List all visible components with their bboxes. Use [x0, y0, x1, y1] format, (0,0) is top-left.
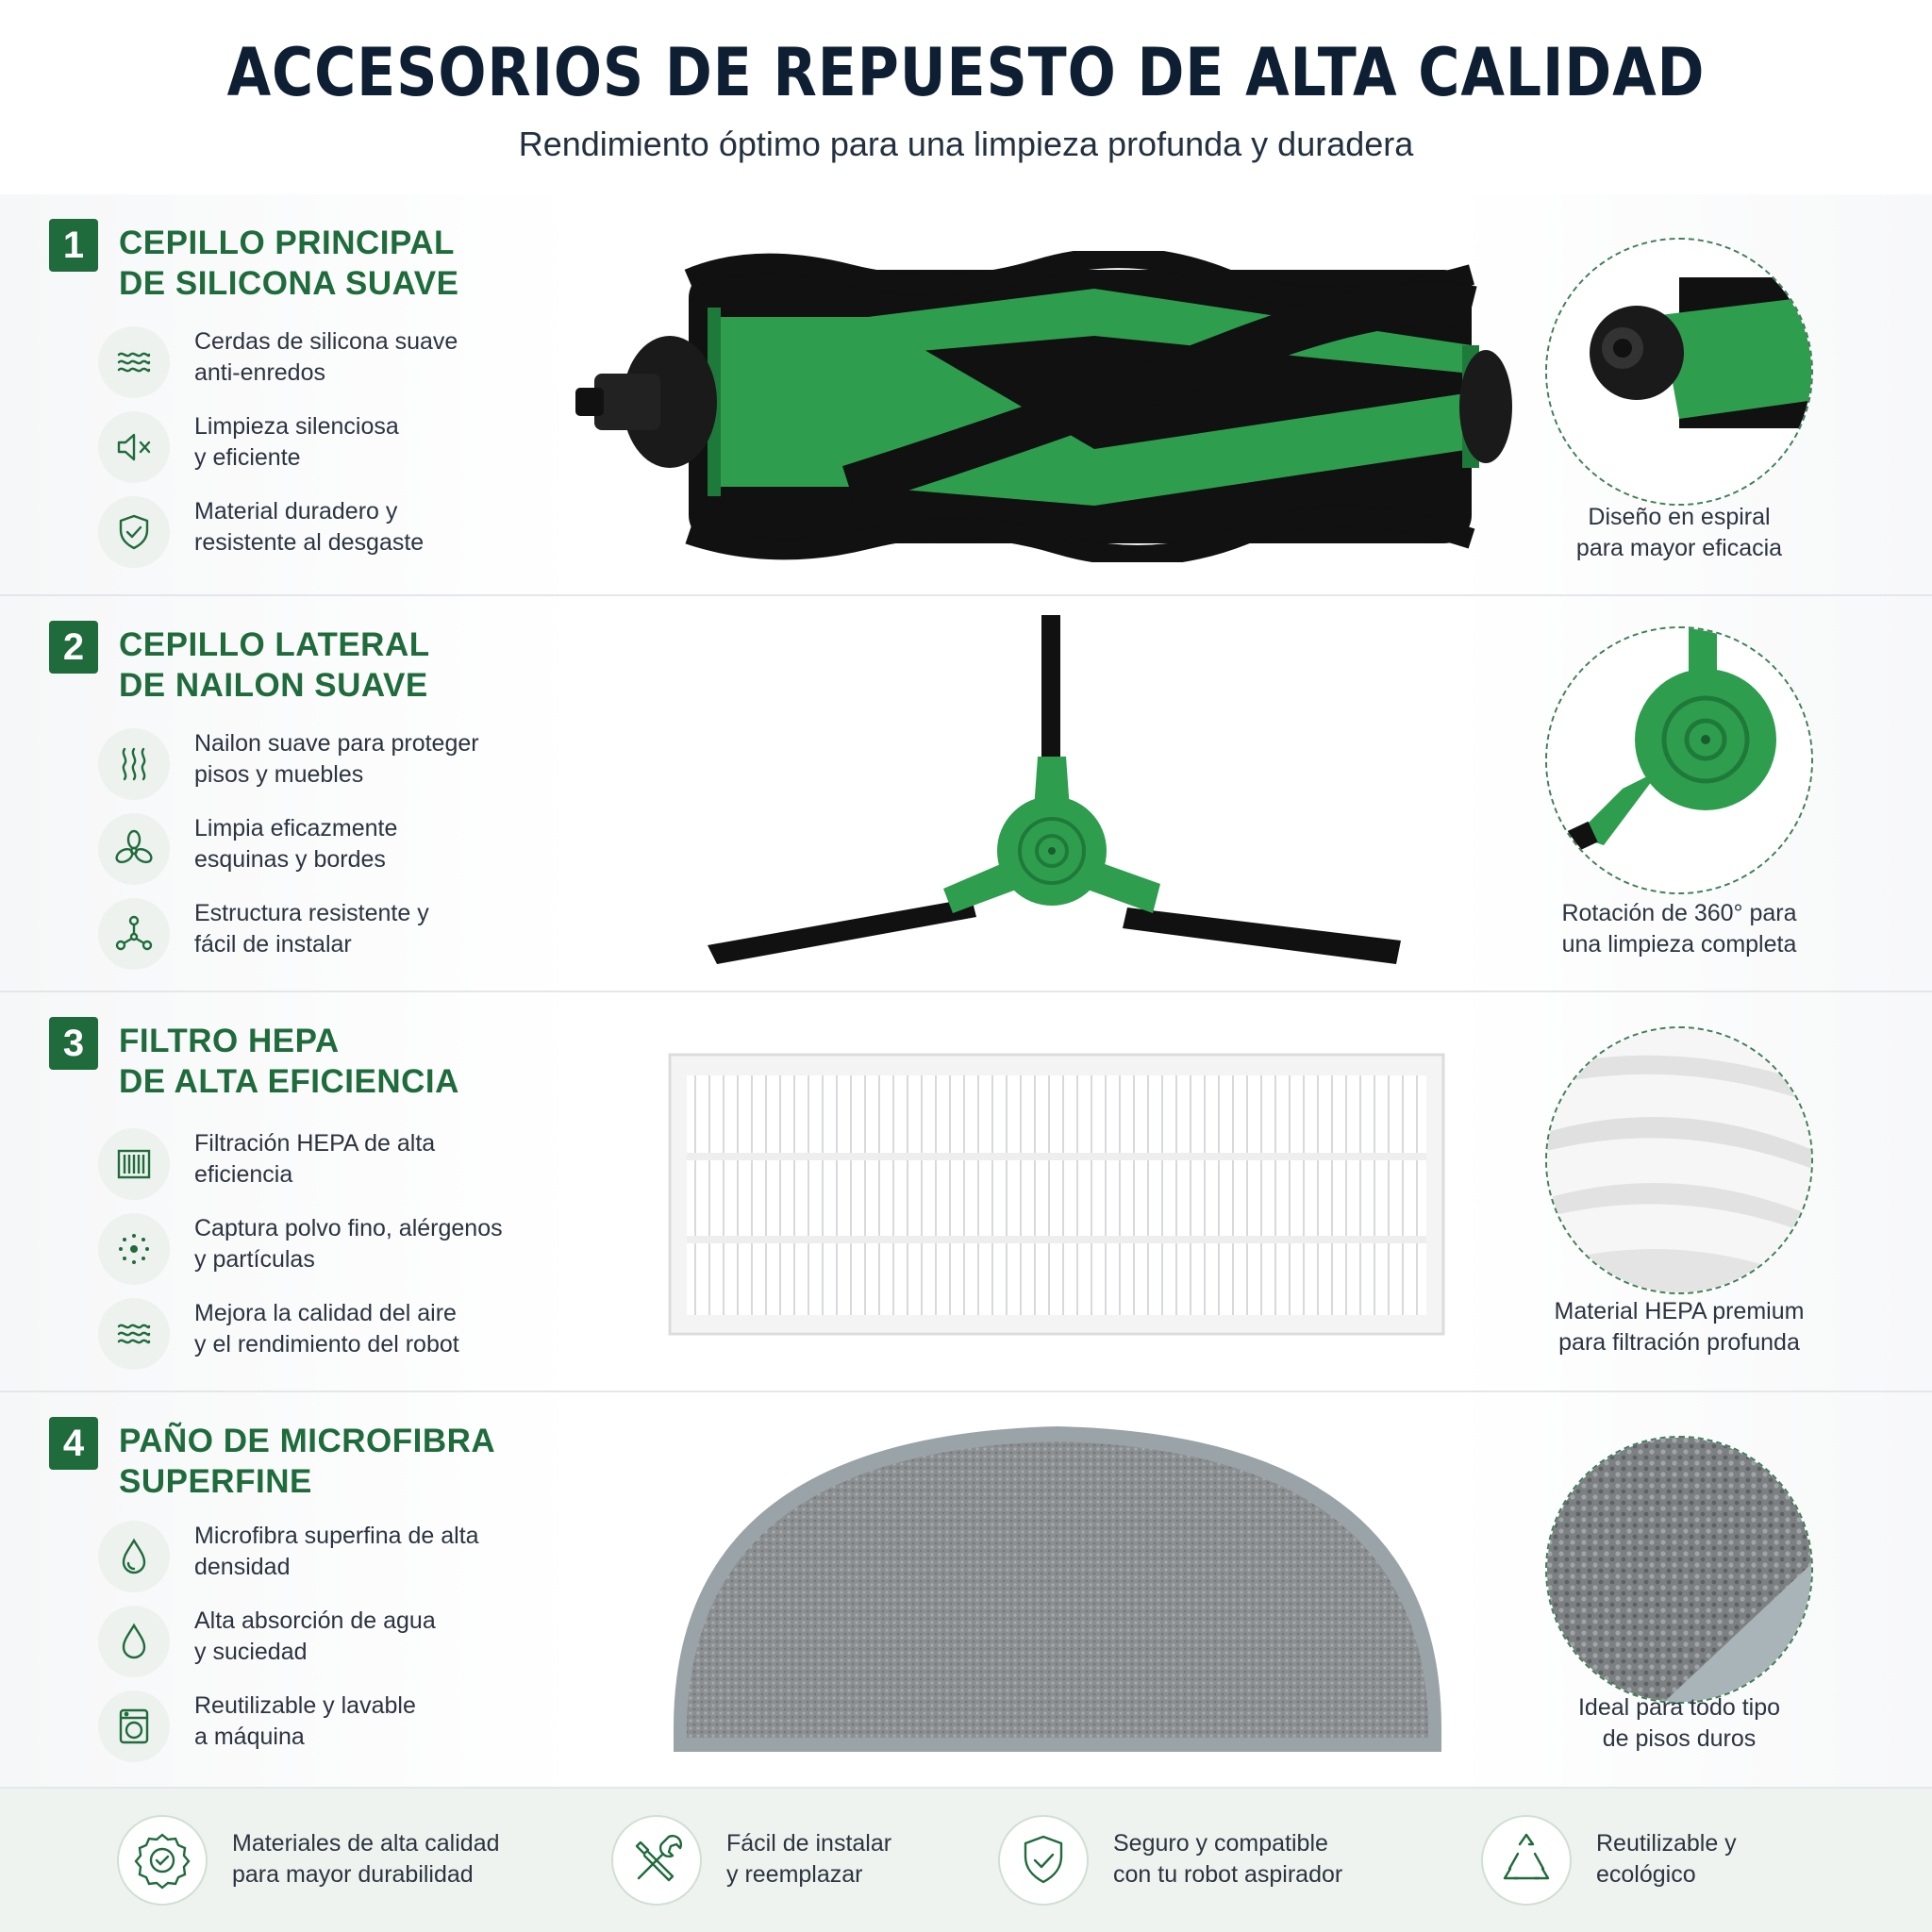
- feature-text: Cerdas de silicona suave anti-enredos: [194, 328, 458, 386]
- section-title: FILTRO HEPA DE ALTA EFICIENCIA: [119, 1023, 459, 1100]
- three-leaf-icon: [98, 813, 170, 885]
- benefit-text: Materiales de alta calidad para mayor durabilidad: [232, 1830, 500, 1888]
- filter-grid-icon: [98, 1128, 170, 1200]
- speaker-mute-icon: [98, 411, 170, 483]
- section-title: PAÑO DE MICROFIBRA SUPERFINE: [119, 1423, 496, 1500]
- microfiber-pad-detail: [1545, 1436, 1813, 1704]
- section-title: CEPILLO PRINCIPAL DE SILICONA SUAVE: [119, 225, 459, 302]
- feature-text: Estructura resistente y fácil de instalar: [194, 900, 429, 958]
- feature-text: Limpieza silenciosa y eficiente: [194, 413, 399, 471]
- section-side-brush: [0, 594, 1932, 991]
- feature-text: Limpia eficazmente esquinas y bordes: [194, 815, 398, 873]
- feature-text: Microfibra superfina de alta densidad: [194, 1523, 479, 1580]
- feature-text: Mejora la calidad del aire y el rendimiento del robot: [194, 1300, 459, 1357]
- shield-check-icon: [998, 1815, 1089, 1906]
- main-brush-detail: [1545, 238, 1813, 506]
- hepa-filter-image: [666, 1049, 1449, 1341]
- bristles-icon: [98, 728, 170, 800]
- page-title: ACCESORIOS DE REPUESTO DE ALTA CALIDAD: [226, 34, 1706, 111]
- feature-text: Material duradero y resistente al desgaste: [194, 498, 425, 556]
- tools-icon: [611, 1815, 702, 1906]
- page-subtitle: Rendimiento óptimo para una limpieza profunda y duradera: [518, 125, 1414, 163]
- waves-icon: [98, 326, 170, 398]
- detail-caption: Rotación de 360° para una limpieza completa: [1561, 900, 1797, 958]
- benefit-text: Fácil de instalar y reemplazar: [726, 1830, 892, 1888]
- detail-caption: Ideal para todo tipo de pisos duros: [1577, 1694, 1781, 1752]
- feature-text: Reutilizable y lavable a máquina: [194, 1692, 416, 1750]
- washing-machine-icon: [98, 1690, 170, 1762]
- microfiber-pad-image: [666, 1417, 1449, 1762]
- shield-check-icon: [98, 496, 170, 568]
- section-microfiber-pad: [0, 1391, 1932, 1787]
- feature-text: Nailon suave para proteger pisos y muebles: [194, 730, 479, 788]
- particles-icon: [98, 1213, 170, 1285]
- feature-text: Filtración HEPA de alta eficiencia: [194, 1130, 436, 1188]
- side-brush-detail: [1545, 626, 1813, 894]
- main-brush-image: [566, 251, 1519, 562]
- section-number: 4: [49, 1417, 98, 1470]
- section-number: 2: [49, 621, 98, 674]
- benefit-text: Seguro y compatible con tu robot aspirador: [1113, 1830, 1343, 1888]
- structure-nodes-icon: [98, 898, 170, 970]
- detail-caption: Diseño en espiral para mayor eficacia: [1575, 504, 1783, 561]
- feature-text: Alta absorción de agua y suciedad: [194, 1607, 436, 1665]
- header: [0, 0, 1932, 189]
- recycle-icon: [1481, 1815, 1572, 1906]
- water-drop-icon: [98, 1521, 170, 1592]
- detail-caption: Material HEPA premium para filtración profunda: [1554, 1298, 1805, 1356]
- side-brush-image: [689, 615, 1415, 974]
- air-waves-icon: [98, 1298, 170, 1370]
- footer-benefits: [0, 1787, 1932, 1932]
- hepa-filter-detail: [1545, 1026, 1813, 1294]
- section-hepa-filter: [0, 991, 1932, 1391]
- section-number: 1: [49, 219, 98, 272]
- section-title: CEPILLO LATERAL DE NAILON SUAVE: [119, 626, 430, 704]
- section-main-brush: [0, 194, 1932, 594]
- section-number: 3: [49, 1017, 98, 1070]
- benefit-text: Reutilizable y ecológico: [1596, 1830, 1737, 1888]
- feature-text: Captura polvo fino, alérgenos y partículas: [194, 1215, 503, 1273]
- quality-badge-icon: [117, 1815, 208, 1906]
- water-drop-outline-icon: [98, 1606, 170, 1677]
